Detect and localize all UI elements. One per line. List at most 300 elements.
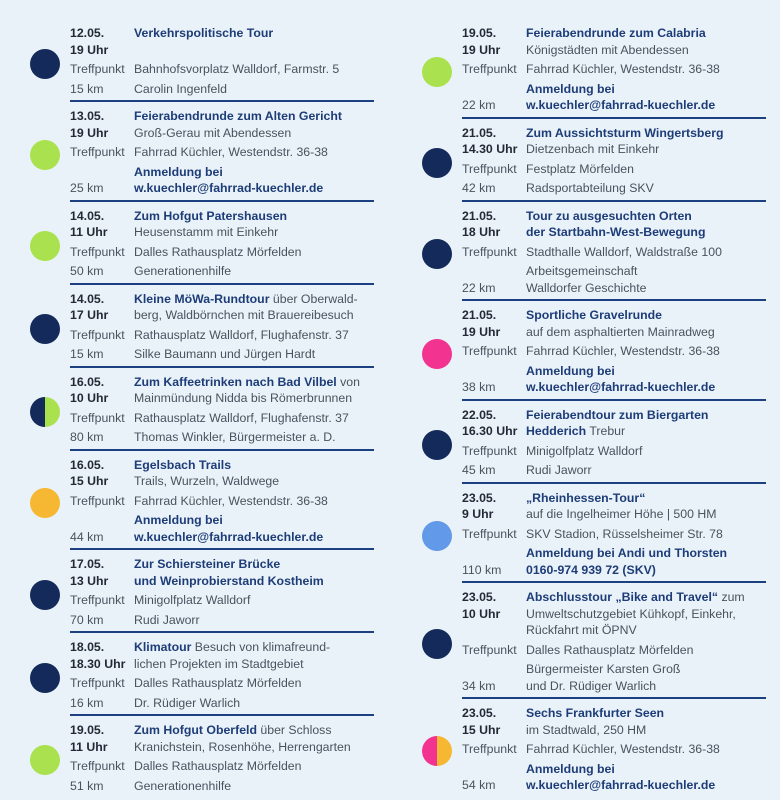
- row-content: [134, 429, 374, 446]
- date-label: 23.05.: [462, 590, 497, 604]
- tour-row: [462, 722, 766, 739]
- date-label: 22.05.: [462, 407, 497, 422]
- column-left: [30, 22, 374, 793]
- meeting-point-label: Treffpunkt: [462, 443, 517, 458]
- category-dot-pink-orange: [422, 736, 452, 766]
- date-label: 21.05.: [462, 208, 497, 223]
- detail-text: Dalles Rathausplatz Mörfelden: [134, 759, 302, 773]
- distance-label: 34 km: [462, 678, 496, 693]
- row-content: [526, 678, 766, 695]
- tour-row: [462, 562, 766, 579]
- emphasis-text: und Weinprobierstand Kostheim: [134, 573, 324, 588]
- tour-row: [462, 141, 766, 158]
- dot-column: [30, 745, 70, 775]
- time-label: 15 Uhr: [70, 474, 109, 488]
- detail-text: Radsportabteilung SKV: [526, 181, 654, 195]
- meeting-point-label: Treffpunkt: [462, 642, 517, 657]
- row-content: [526, 263, 766, 280]
- emphasis-text: Anmeldung bei: [134, 513, 223, 527]
- tour-entry: [422, 586, 766, 702]
- detail-text: Dalles Rathausplatz Mörfelden: [134, 244, 302, 259]
- distance-label: 54 km: [462, 778, 496, 792]
- tour-entry: [422, 304, 766, 404]
- tour-title: Kleine MöWa-Rundtour: [134, 291, 270, 306]
- detail-text: Umweltschutzgebiet Kühkopf, Einkehr,: [526, 606, 736, 621]
- meeting-point-label: Treffpunkt: [70, 676, 125, 690]
- detail-text: auf dem asphaltierten Mainradweg: [526, 324, 715, 339]
- detail-text: Bürgermeister Karsten Groß: [526, 662, 681, 676]
- detail-text: Rudi Jaworr: [526, 463, 592, 477]
- dot-column: [422, 430, 462, 460]
- tour-entry: [30, 454, 374, 554]
- meeting-point-label: Treffpunkt: [70, 759, 125, 773]
- row-content: [134, 144, 374, 161]
- row-label: [462, 263, 526, 280]
- row-content: [134, 493, 374, 510]
- row-content: [134, 695, 374, 712]
- tour-row: [70, 291, 374, 308]
- tour-row: [462, 661, 766, 678]
- detail-text: auf die Ingelheimer Höhe | 500 HM: [526, 507, 717, 521]
- row-content: [526, 777, 766, 794]
- row-content: [526, 506, 766, 523]
- date-label: 16.05.: [70, 457, 105, 472]
- detail-text: Stadthalle Walldorf, Waldstraße 100: [526, 244, 722, 259]
- tour-row: [462, 622, 766, 639]
- row-content: [526, 589, 766, 606]
- detail-text: Fahrrad Küchler, Westendstr. 36-38: [526, 742, 720, 756]
- distance-label: 42 km: [462, 181, 496, 195]
- meeting-point-label: Treffpunkt: [70, 593, 125, 607]
- tour-row: [70, 42, 374, 59]
- tour-row: [70, 592, 374, 609]
- tour-row: [70, 61, 374, 78]
- category-dot-pink: [422, 339, 452, 369]
- entry-rows: [70, 719, 374, 797]
- row-content: [526, 741, 766, 758]
- detail-text: Rudi Jaworr: [134, 612, 200, 627]
- tour-row: [70, 108, 374, 125]
- detail-text: Thomas Winkler, Bürgermeister a. D.: [134, 430, 336, 444]
- tour-row: [462, 545, 766, 562]
- detail-text: Carolin Ingenfeld: [134, 81, 227, 96]
- dot-column: [30, 663, 70, 693]
- time-label: 19 Uhr: [462, 324, 501, 339]
- tour-entry: [30, 636, 374, 719]
- dot-column: [30, 314, 70, 344]
- time-label: 19 Uhr: [462, 42, 501, 57]
- category-dot-navy: [422, 239, 452, 269]
- tour-row: [70, 758, 374, 775]
- meeting-point-label: Treffpunkt: [70, 244, 125, 259]
- category-dot-navy: [30, 314, 60, 344]
- meeting-point-label: Treffpunkt: [462, 344, 517, 358]
- entry-rows: [70, 636, 374, 716]
- meeting-point-label: Treffpunkt: [462, 62, 517, 76]
- tour-row: [462, 642, 766, 659]
- row-content: [526, 562, 766, 579]
- tour-entry: [30, 371, 374, 454]
- tour-row: [70, 675, 374, 692]
- tour-row: [70, 263, 374, 280]
- meeting-point-label: Treffpunkt: [462, 742, 517, 756]
- row-label: [462, 81, 526, 98]
- tour-row: [462, 761, 766, 778]
- tour-entry: [30, 205, 374, 288]
- time-label: 16.30 Uhr: [462, 424, 518, 438]
- tour-title: Verkehrspolitische Tour: [134, 26, 274, 40]
- detail-text: Rathausplatz Walldorf, Flughafenstr. 37: [134, 327, 349, 342]
- detail-text: Arbeitsgemeinschaft: [526, 264, 638, 278]
- row-label: [70, 164, 134, 181]
- meeting-point-label: Treffpunkt: [70, 327, 125, 342]
- row-content: [134, 108, 374, 125]
- detail-text: Fahrrad Küchler, Westendstr. 36-38: [134, 145, 328, 159]
- detail-text: Groß-Gerau mit Abendessen: [134, 125, 292, 140]
- date-label: 14.05.: [70, 208, 105, 223]
- tour-row: [70, 639, 374, 656]
- dot-column: [30, 231, 70, 261]
- distance-label: 110 km: [462, 562, 502, 577]
- detail-text: Festplatz Mörfelden: [526, 161, 634, 176]
- tour-row: [70, 307, 374, 324]
- category-dot-green: [422, 57, 452, 87]
- row-content: [526, 526, 766, 543]
- tour-row: [462, 526, 766, 543]
- row-content: [134, 263, 374, 280]
- detail-text: Trebur: [586, 424, 626, 438]
- tour-row: [70, 327, 374, 344]
- date-label: 23.05.: [462, 706, 497, 720]
- time-label: 17 Uhr: [70, 308, 109, 322]
- tour-row: [462, 42, 766, 59]
- emphasis-text: w.kuechler@fahrrad-kuechler.de: [526, 98, 716, 112]
- tour-entry: [30, 105, 374, 205]
- row-content: [526, 61, 766, 78]
- date-label: 18.05.: [70, 640, 105, 654]
- tour-row: [70, 180, 374, 197]
- tour-entry: [422, 122, 766, 205]
- entry-rows: [462, 586, 766, 699]
- tour-row: [70, 429, 374, 446]
- tour-row: [462, 705, 766, 722]
- emphasis-text: w.kuechler@fahrrad-kuechler.de: [134, 181, 324, 195]
- row-content: [526, 324, 766, 341]
- distance-label: 80 km: [70, 430, 104, 444]
- row-content: [134, 42, 374, 59]
- row-content: [526, 81, 766, 98]
- detail-text: zum: [718, 590, 745, 604]
- detail-text: Minigolfplatz Walldorf: [526, 443, 643, 458]
- row-content: [134, 25, 374, 42]
- detail-text: Rathausplatz Walldorf, Flughafenstr. 37: [134, 410, 349, 425]
- detail-text: von: [336, 374, 360, 389]
- tour-title: Zum Hofgut Oberfeld: [134, 723, 257, 737]
- dot-column: [422, 239, 462, 269]
- tour-row: [70, 390, 374, 407]
- tour-row: [462, 343, 766, 360]
- row-content: [134, 529, 374, 546]
- tour-row: [462, 741, 766, 758]
- detail-text: Dalles Rathausplatz Mörfelden: [134, 676, 302, 690]
- distance-label: 44 km: [70, 529, 104, 544]
- row-content: [526, 224, 766, 241]
- tour-row: [462, 462, 766, 479]
- dot-column: [422, 148, 462, 178]
- entry-rows: [462, 205, 766, 302]
- row-content: [134, 81, 374, 98]
- tour-row: [462, 81, 766, 98]
- detail-text: Silke Baumann und Jürgen Hardt: [134, 347, 316, 361]
- row-content: [526, 423, 766, 440]
- row-label: [462, 761, 526, 778]
- tour-title: Zum Aussichtsturm Wingertsberg: [526, 125, 724, 140]
- emphasis-text: w.kuechler@fahrrad-kuechler.de: [134, 529, 324, 544]
- row-content: [526, 161, 766, 178]
- detail-text: und Dr. Rüdiger Warlich: [526, 678, 657, 693]
- row-label: [462, 545, 526, 562]
- detail-text: Königstädten mit Abendessen: [526, 42, 689, 57]
- detail-text: Trails, Wurzeln, Waldwege: [134, 474, 280, 488]
- tour-row: [70, 512, 374, 529]
- tour-row: [462, 324, 766, 341]
- date-label: 12.05.: [70, 26, 105, 40]
- row-content: [526, 25, 766, 42]
- tour-row: [70, 612, 374, 629]
- row-content: [526, 606, 766, 623]
- row-content: [526, 490, 766, 507]
- tour-row: [70, 125, 374, 142]
- entry-rows: [70, 553, 374, 633]
- tour-title: Abschlusstour „Bike and Travel“: [526, 590, 719, 604]
- distance-label: 22 km: [462, 98, 496, 112]
- time-label: 11 Uhr: [70, 739, 108, 754]
- distance-label: 15 km: [70, 81, 104, 96]
- row-content: [134, 592, 374, 609]
- row-content: [526, 280, 766, 297]
- row-content: [134, 722, 374, 739]
- emphasis-text: Hedderich: [526, 424, 587, 438]
- emphasis-text: Anmeldung bei: [526, 761, 615, 776]
- tour-row: [462, 97, 766, 114]
- tour-row: [462, 224, 766, 241]
- row-content: [526, 642, 766, 659]
- tour-row: [70, 493, 374, 510]
- entry-rows: [70, 371, 374, 451]
- tour-entry: [422, 205, 766, 305]
- tour-row: [462, 307, 766, 324]
- row-content: [526, 661, 766, 678]
- entry-rows: [70, 288, 374, 368]
- dot-column: [422, 57, 462, 87]
- row-content: [526, 705, 766, 722]
- tour-row: [70, 164, 374, 181]
- tour-entry: [422, 404, 766, 487]
- row-label: [462, 622, 526, 639]
- row-content: [526, 180, 766, 197]
- dot-column: [422, 521, 462, 551]
- category-dot-green: [30, 231, 60, 261]
- row-content: [134, 556, 374, 573]
- tour-row: [70, 695, 374, 712]
- distance-label: 38 km: [462, 380, 496, 394]
- time-label: 10 Uhr: [462, 606, 501, 621]
- distance-label: 45 km: [462, 463, 496, 477]
- tour-row: [70, 410, 374, 427]
- dot-column: [422, 736, 462, 766]
- tour-row: [70, 81, 374, 98]
- tour-row: [462, 443, 766, 460]
- entry-rows: [70, 454, 374, 551]
- date-label: 17.05.: [70, 557, 105, 571]
- tour-row: [70, 244, 374, 261]
- tour-row: [70, 739, 374, 756]
- category-dot-orange: [30, 488, 60, 518]
- tour-row: [462, 208, 766, 225]
- dot-column: [30, 488, 70, 518]
- detail-text: Dalles Rathausplatz Mörfelden: [526, 642, 694, 657]
- distance-label: 70 km: [70, 612, 104, 627]
- tour-title: Egelsbach Trails: [134, 457, 232, 472]
- detail-text: Fahrrad Küchler, Westendstr. 36-38: [526, 62, 720, 76]
- row-content: [134, 457, 374, 474]
- category-dot-navy: [30, 663, 60, 693]
- row-content: [526, 343, 766, 360]
- dot-column: [30, 397, 70, 427]
- date-label: 19.05.: [462, 26, 497, 40]
- tour-title: Tour zu ausgesuchten Orten: [526, 208, 692, 223]
- detail-text: im Stadtwald, 250 HM: [526, 722, 647, 737]
- dot-column: [422, 629, 462, 659]
- entry-rows: [70, 205, 374, 285]
- time-label: 19 Uhr: [70, 125, 109, 140]
- tour-row: [462, 363, 766, 380]
- date-label: 21.05.: [462, 125, 497, 140]
- entry-rows: [462, 702, 766, 797]
- row-content: [526, 125, 766, 142]
- entry-rows: [462, 122, 766, 202]
- tour-title: Klimatour: [134, 640, 192, 654]
- row-label: [462, 661, 526, 678]
- time-label: 14.30 Uhr: [462, 142, 518, 156]
- detail-text: Minigolfplatz Walldorf: [134, 593, 251, 607]
- distance-label: 50 km: [70, 264, 104, 278]
- row-content: [134, 410, 374, 427]
- detail-text: Mainmündung Nidda bis Römerbrunnen: [134, 391, 353, 405]
- emphasis-text: Anmeldung bei: [526, 81, 615, 96]
- tour-row: [70, 224, 374, 241]
- date-label: 23.05.: [462, 490, 497, 505]
- detail-text: Fahrrad Küchler, Westendstr. 36-38: [134, 493, 328, 508]
- row-content: [134, 390, 374, 407]
- row-content: [134, 164, 374, 181]
- detail-text: berg, Waldbörnchen mit Brauereibesuch: [134, 308, 354, 322]
- category-dot-blue: [422, 521, 452, 551]
- tour-entry: [30, 553, 374, 636]
- tour-row: [70, 656, 374, 673]
- detail-text: SKV Stadion, Rüsselsheimer Str. 78: [526, 526, 723, 541]
- row-content: [526, 462, 766, 479]
- tour-entry: [30, 719, 374, 800]
- category-dot-navy: [422, 430, 452, 460]
- tour-row: [462, 61, 766, 78]
- entry-rows: [462, 404, 766, 484]
- distance-label: 16 km: [70, 695, 104, 710]
- tour-title: Zum Hofgut Patershausen: [134, 208, 288, 223]
- row-content: [134, 473, 374, 490]
- row-label: [462, 363, 526, 380]
- row-content: [134, 307, 374, 324]
- meeting-point-label: Treffpunkt: [70, 62, 125, 76]
- tour-row: [462, 490, 766, 507]
- meeting-point-label: Treffpunkt: [462, 161, 517, 176]
- row-content: [526, 761, 766, 778]
- tour-entry: [422, 702, 766, 800]
- tour-row: [70, 722, 374, 739]
- dot-column: [422, 339, 462, 369]
- tour-title: Zur Schiersteiner Brücke: [134, 557, 281, 571]
- time-label: 13 Uhr: [70, 573, 109, 588]
- tour-row: [462, 379, 766, 396]
- tour-row: [462, 180, 766, 197]
- tour-row: [70, 25, 374, 42]
- category-dot-green: [30, 745, 60, 775]
- row-content: [526, 622, 766, 639]
- emphasis-text: w.kuechler@fahrrad-kuechler.de: [526, 380, 716, 394]
- date-label: 21.05.: [462, 308, 497, 322]
- distance-label: 25 km: [70, 181, 104, 195]
- tour-title: „Rheinhessen-Tour“: [526, 490, 646, 505]
- row-content: [526, 545, 766, 562]
- row-content: [134, 573, 374, 590]
- tour-row: [462, 777, 766, 794]
- tour-title: Feierabendtour zum Biergarten: [526, 407, 709, 422]
- row-content: [134, 346, 374, 363]
- row-content: [526, 722, 766, 739]
- row-content: [134, 739, 374, 756]
- category-dot-navy: [30, 580, 60, 610]
- tour-row: [70, 346, 374, 363]
- tour-title: Zum Kaffeetrinken nach Bad Vilbel: [134, 374, 337, 389]
- row-content: [134, 327, 374, 344]
- date-label: 13.05.: [70, 109, 105, 123]
- category-dot-navy: [30, 49, 60, 79]
- row-content: [134, 208, 374, 225]
- tour-row: [462, 506, 766, 523]
- detail-text: Dr. Rüdiger Warlich: [134, 695, 241, 710]
- date-label: 16.05.: [70, 374, 105, 389]
- detail-text: lichen Projekten im Stadtgebiet: [134, 656, 304, 671]
- meeting-point-label: Treffpunkt: [462, 526, 517, 541]
- detail-text: über Schloss: [256, 723, 332, 737]
- detail-text: Rückfahrt mit ÖPNV: [526, 623, 637, 637]
- distance-label: 15 km: [70, 347, 104, 361]
- row-label: [70, 512, 134, 529]
- tour-row: [70, 573, 374, 590]
- row-content: [526, 97, 766, 114]
- row-content: [526, 363, 766, 380]
- meeting-point-label: Treffpunkt: [70, 493, 125, 508]
- meeting-point-label: Treffpunkt: [70, 410, 125, 425]
- emphasis-text: Anmeldung bei Andi und Thorsten: [526, 546, 728, 560]
- row-content: [134, 639, 374, 656]
- row-content: [134, 224, 374, 241]
- row-content: [134, 656, 374, 673]
- tour-entry: [422, 22, 766, 122]
- row-content: [526, 379, 766, 396]
- row-content: [134, 125, 374, 142]
- tour-row: [462, 606, 766, 623]
